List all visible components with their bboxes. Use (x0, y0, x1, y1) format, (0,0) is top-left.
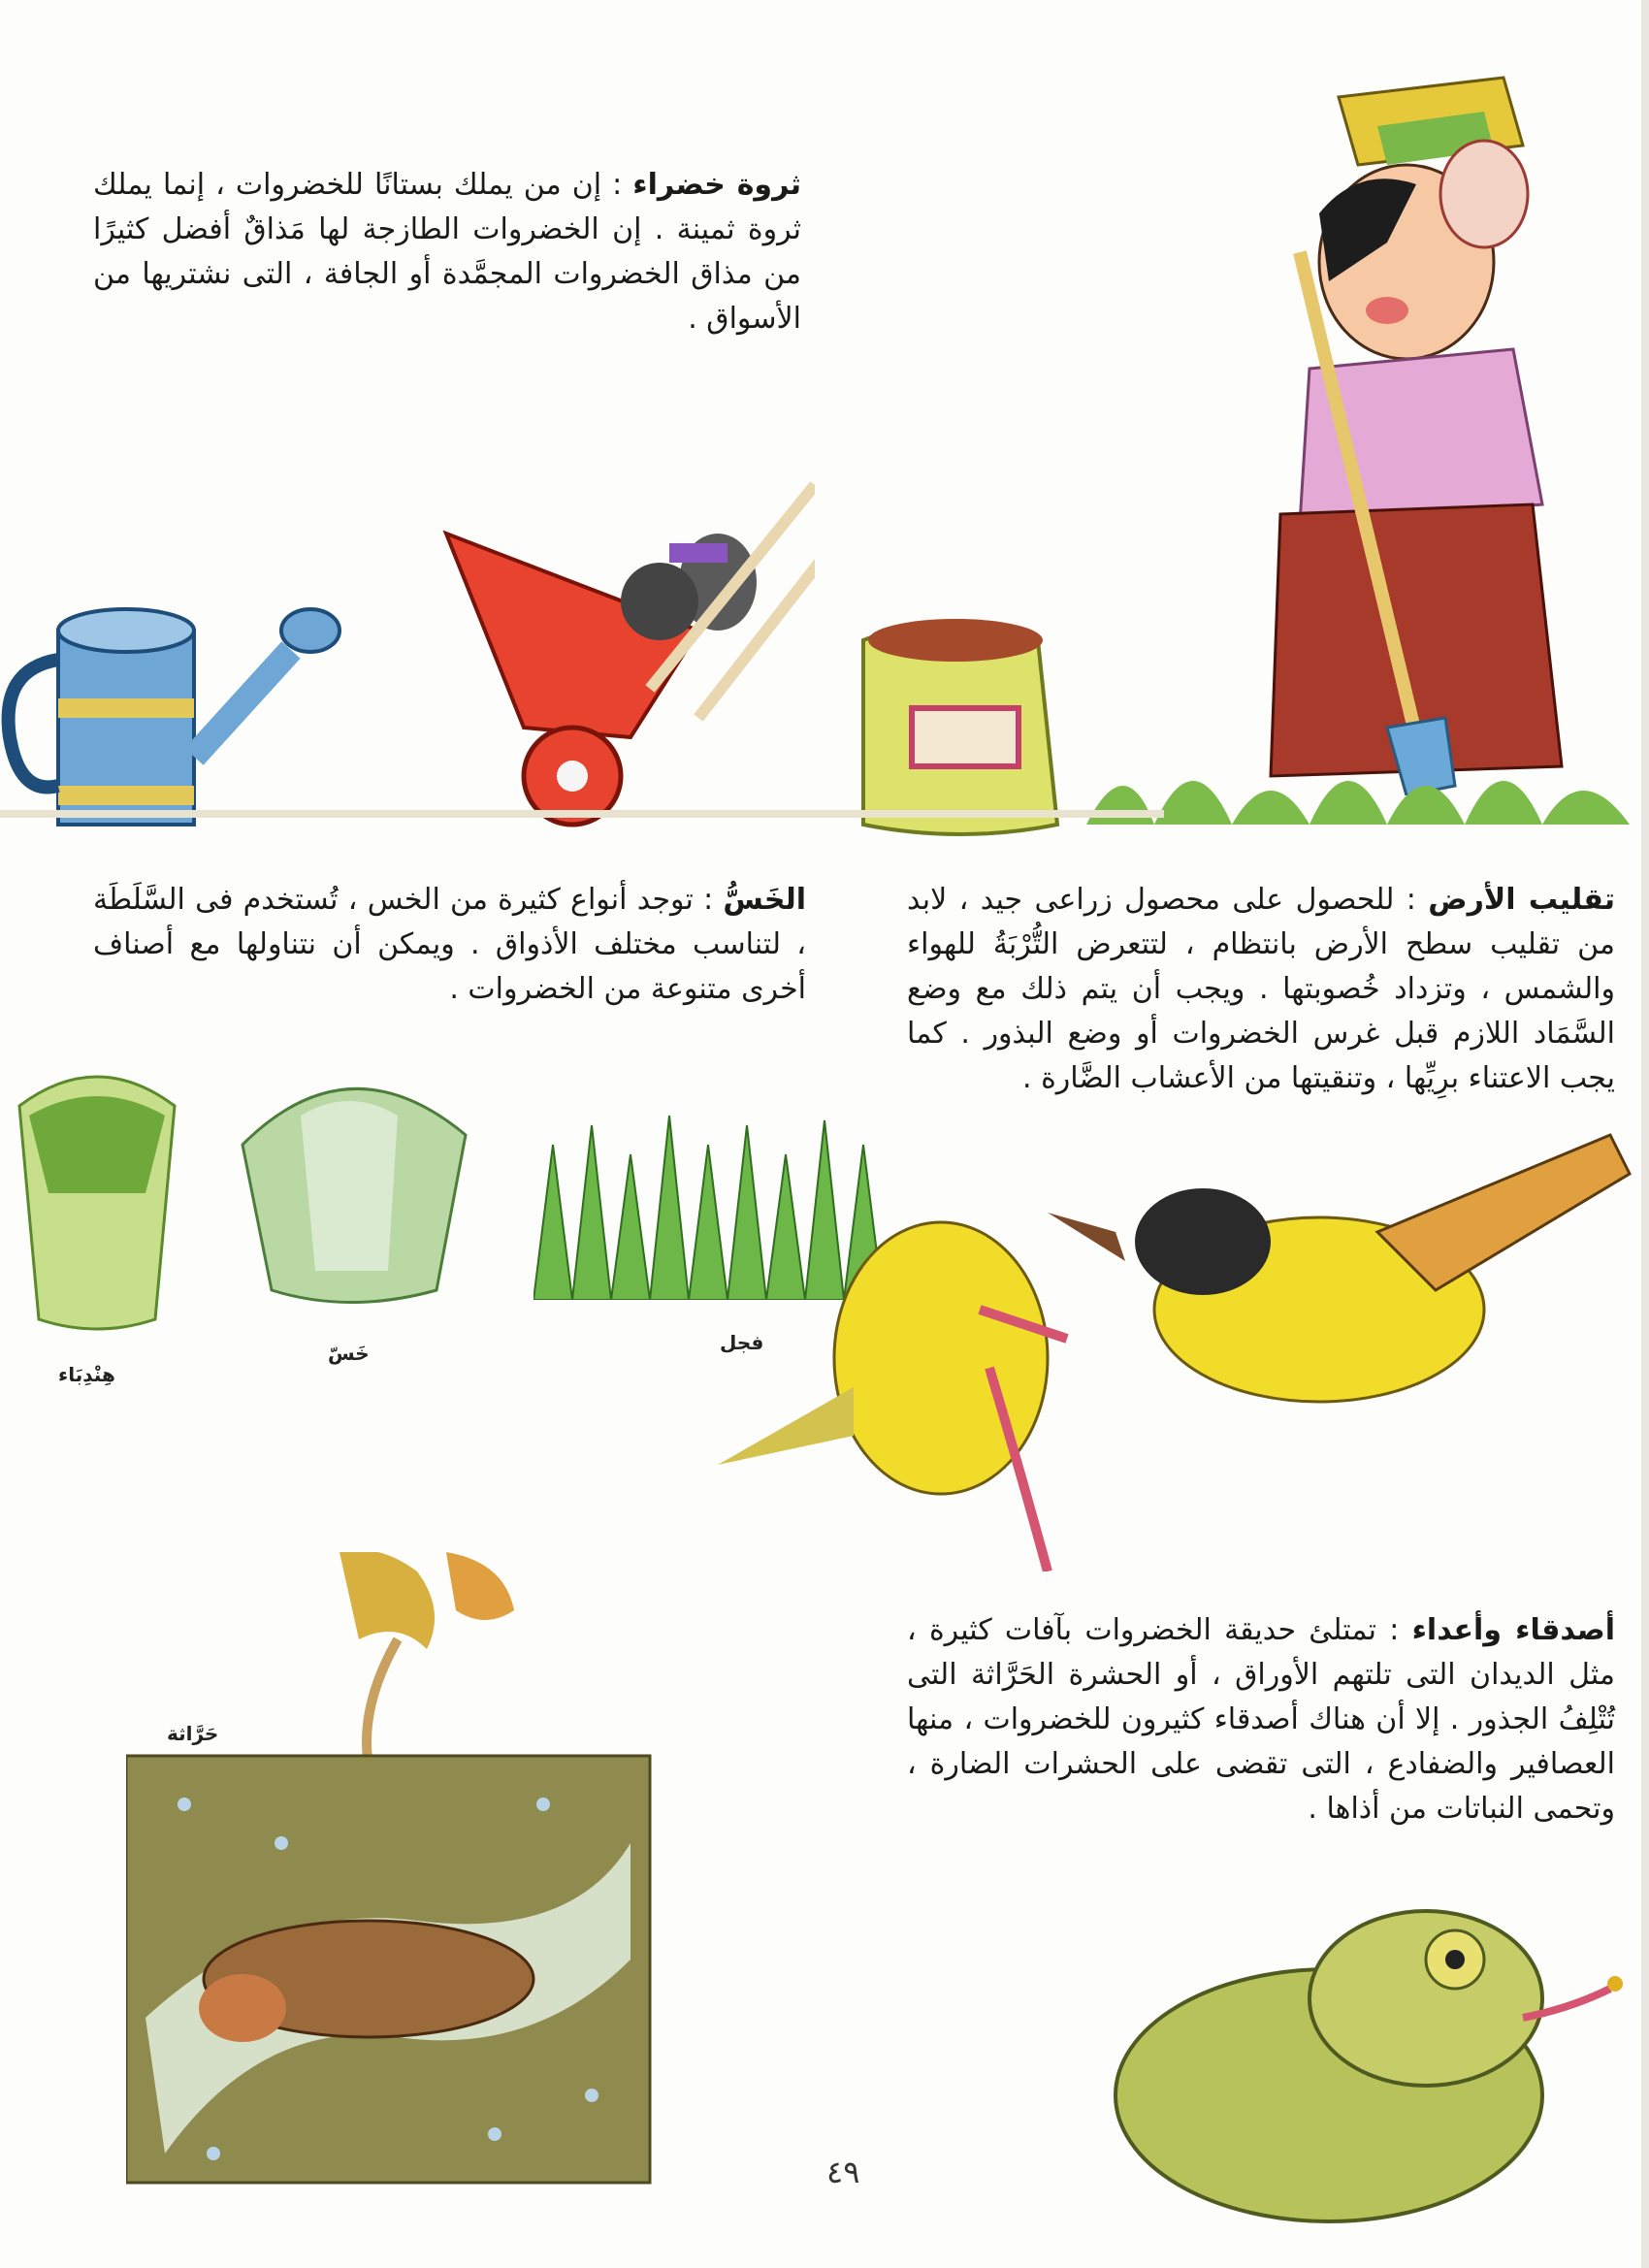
fertilizer-sack-illustration (844, 601, 1077, 844)
heading-friends-enemies: أصدقاء وأعداء (1411, 1613, 1615, 1647)
heading-lettuce: الخَسُّ (723, 883, 806, 917)
caption-radish: فجل (720, 1331, 764, 1354)
page-number: ٤٩ (826, 2154, 860, 2190)
paragraph-green-wealth (93, 163, 801, 341)
grass-strip-illustration (1086, 718, 1630, 825)
text-friends-enemies: : تمتلئ حديقة الخضروات بآفات كثيرة ، مثل الديدان التى تلتهم الأوراق ، أو الحشرة الحَرَّاثة التى تُتْلِفُ الجذور . إلا أن هناك أصدقاء كثيرون للخضروات ، منها العصافير والضفادع ، التى تقضى على الحشرات الضارة ، وتحمى النباتات من أذاها . (907, 1613, 1615, 1826)
caption-endive: هِنْدِبَاء (58, 1363, 115, 1386)
caption-lettuce: خَسّ (328, 1342, 370, 1365)
text-green-wealth: : إن من يملك بستانًا للخضروات ، إنما يملك ثروة ثمينة . إن الخضروات الطازجة لها مَذاقٌ أفضل كثيرًا من مذاق الخضروات المجمَّدة أو الجافة ، التى نشتريها من الأسواق . (93, 168, 801, 336)
frog-illustration (1106, 1843, 1630, 2231)
heading-tilling: تقليب الأرض (1428, 883, 1615, 917)
paragraph-lettuce (93, 878, 806, 1012)
paragraph-tilling (907, 878, 1615, 1101)
paragraph-friends-enemies (907, 1608, 1615, 1831)
farmer-illustration (1193, 58, 1600, 795)
endive-illustration (0, 1057, 194, 1339)
mole-cricket-illustration (126, 1552, 660, 2192)
text-lettuce: : توجد أنواع كثيرة من الخس ، تُستخدم فى السَّلَطَة ، لتناسب مختلف الأذواق . ويمكن أن نتناولها مع أصناف أخرى متنوعة من الخضروات . (93, 883, 806, 1006)
text-tilling: : للحصول على محصول زراعى جيد ، لابد من تقليب سطح الأرض بانتظام ، لتتعرض التُّرْبَةُ للهواء والشمس ، وتزداد خُصوبتها . ويجب أن يتم ذلك مع وضع السَّمَاد اللازم قبل غرس الخضروات أو وضع البذور . كما يجب الاعتناء برِيِّها ، وتنقيتها من الأعشاب الضَّارة . (907, 883, 1615, 1095)
ground-line (0, 810, 1164, 818)
caption-mole-cricket: حَرَّاثة (167, 1722, 219, 1745)
wheelbarrow-dog-illustration (407, 427, 815, 834)
lettuce-illustration (223, 1057, 485, 1310)
birds-with-worm-illustration (698, 1116, 1649, 1571)
heading-green-wealth: ثروة خضراء (632, 168, 801, 202)
